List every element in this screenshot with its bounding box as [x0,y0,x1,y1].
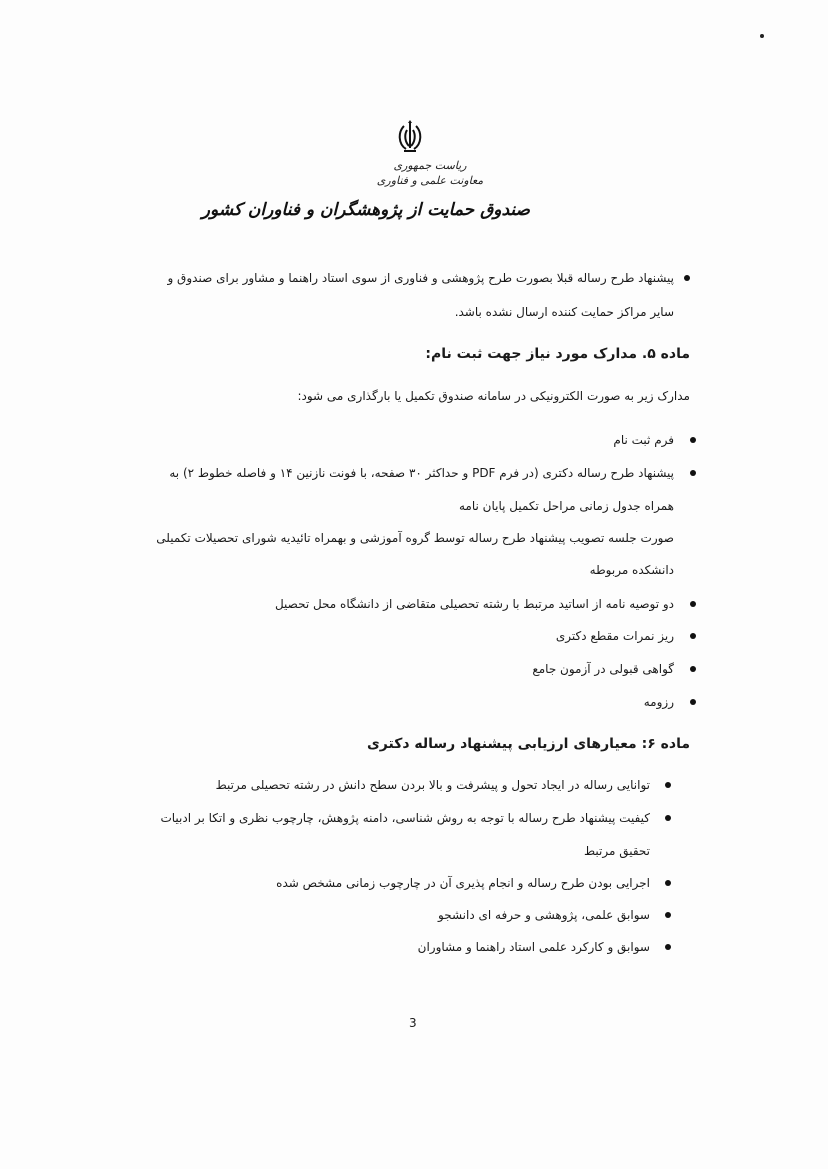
section-6-heading: ماده ۶: معیارهای ارزیابی پیشنهاد رساله دکتری [366,736,690,752]
bullet-icon [665,815,671,821]
scan-speck [760,34,764,38]
list-item-continuation: تحقیق مرتبط [584,844,650,858]
list-item: فرم ثبت نام [613,433,674,447]
intro-bullet-line-2: سایر مراکز حمایت کننده ارسال نشده باشد. [454,305,674,319]
list-item: رزومه [643,695,674,709]
bullet-icon [665,782,671,788]
list-item: پیشنهاد طرح رساله دکتری (در فرم PDF و حداکثر ۳۰ صفحه، با فونت نازنین ۱۴ و فاصله خطوط ۲) به [169,466,674,480]
list-item-continuation: همراه جدول زمانی مراحل تکمیل پایان نامه [458,499,674,513]
bullet-icon [690,666,696,672]
list-item: دو توصیه نامه از اساتید مرتبط با رشته تحصیلی متقاضی از دانشگاه محل تحصیل [274,597,674,611]
org-line-vice-presidency: معاونت علمی و فناوری [376,174,484,187]
intro-bullet-line-1: پیشنهاد طرح رساله قبلا بصورت طرح پژوهشی و فناوری از سوی استاد راهنما و مشاور برای صندوق و [167,271,674,285]
bullet-icon [690,633,696,639]
bullet-icon [684,275,690,281]
letterhead [201,120,530,220]
bullet-icon [665,944,671,950]
section-5-heading: ماده ۵. مدارک مورد نیاز جهت ثبت نام: [425,346,690,362]
list-item: توانایی رساله در ایجاد تحول و پیشرفت و بالا بردن سطح دانش در رشته تحصیلی مرتبط [215,778,650,792]
list-item: ریز نمرات مقطع دکتری [555,629,674,643]
bullet-icon [690,437,696,443]
list-item: سوابق علمی، پژوهشی و حرفه ای دانشجو [438,908,650,922]
bullet-icon [665,880,671,886]
bullet-icon [690,470,696,476]
fund-name: صندوق حمایت از پژوهشگران و فناوران کشور [201,200,530,220]
list-item: گواهی قبولی در آزمون جامع [532,662,674,676]
list-item: صورت جلسه تصویب پیشنهاد طرح رساله توسط گروه آموزشی و بهمراه تائیدیه شورای تحصیلات تکمیلی [156,531,674,545]
bullet-icon [665,912,671,918]
section-5-intro: مدارک زیر به صورت الکترونیکی در سامانه صندوق تکمیل یا بارگذاری می شود: [297,389,690,403]
list-item: اجرایی بودن طرح رساله و انجام پذیری آن در چارچوب زمانی مشخص شده [276,876,650,890]
list-item: سوابق و کارکرد علمی استاد راهنما و مشاوران [417,940,650,954]
list-item: کیفیت پیشنهاد طرح رساله با توجه به روش شناسی، دامنه پژوهش، چارچوب نظری و اتکا بر ادبیات [160,811,650,825]
iran-emblem-icon [395,120,425,154]
list-item-continuation: دانشکده مربوطه [589,563,674,577]
org-line-presidency: ریاست جمهوری [393,159,467,172]
bullet-icon [690,601,696,607]
page-number: 3 [409,1016,417,1030]
bullet-icon [690,699,696,705]
